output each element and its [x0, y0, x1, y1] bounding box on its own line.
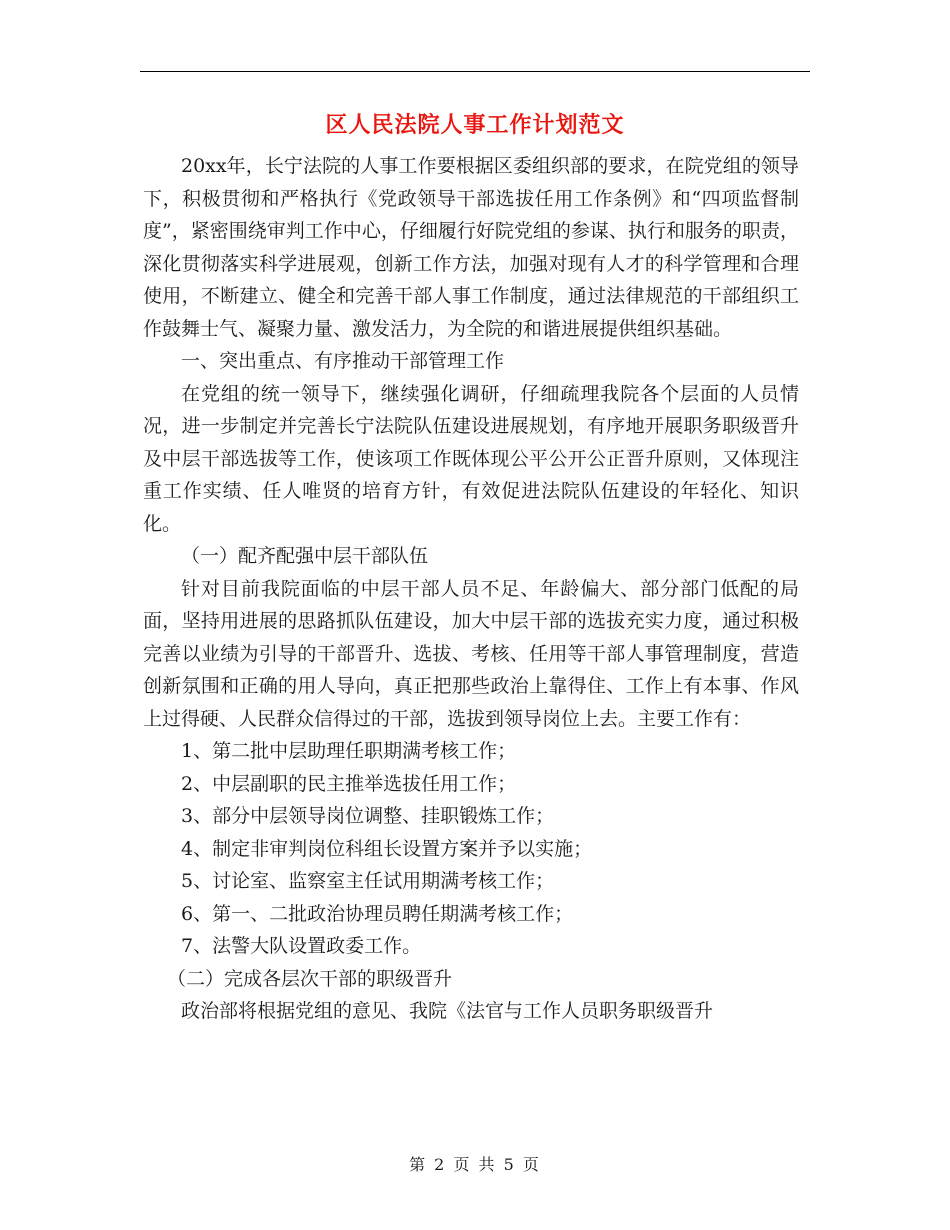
list-item: 4、制定非审判岗位科组长设置方案并予以实施；: [181, 837, 593, 860]
paragraph-section-1: 在党组的统一领导下，继续强化调研，仔细疏理我院各个层面的人员情况，进一步制定并完善长宁法院队伍建设进展规划，有序地开展职务职级晋升及中层干部选拔等工作，使该项工作既体现公平公开公正晋升原则，又体现注重工作实绩、任人唯贤的培育方针，有效促进法院队伍建设的年轻化、知识化。: [143, 382, 799, 535]
section-heading-1: 一、突出重点、有序推动干部管理工作: [181, 350, 505, 372]
paragraph-intro: 20xx年，长宁法院的人事工作要根据区委组织部的要求，在院党组的领导下，积极贯彻和严格执行《党政领导干部选拔任用工作条例》和“四项监督制度”，紧密围绕审判工作中心，仔细履行好院党组的参谋、执行和服务的职责，深化贯彻落实科学进展观，创新工作方法，加强对现有人才的科学管理和合理使用，不断建立、健全和完善干部人事工作制度，通过法律规范的干部组织工作鼓舞士气、凝聚力量、激发活力，为全院的和谐进展提供组织基础。: [143, 155, 799, 340]
header-rule: [140, 71, 810, 72]
document-title: 区人民法院人事工作计划范文: [325, 113, 625, 138]
list-item: 1、第二批中层助理任职期满考核工作；: [181, 740, 517, 762]
paragraph-subsection-2: 政治部将根据党组的意见、我院《法官与工作人员职务职级晋升: [181, 1000, 714, 1022]
subsection-heading-1: （一）配齐配强中层干部队伍: [181, 545, 429, 567]
page-number: 第 2 页 共 5 页: [409, 1155, 541, 1174]
subsection-heading-2: （二）完成各层次干部的职级晋升: [167, 967, 453, 990]
document-body: [143, 150, 799, 1028]
list-item: 6、第一、二批政治协理员聘任期满考核工作；: [181, 902, 574, 925]
list-item: 3、部分中层领导岗位调整、挂职锻炼工作；: [181, 805, 555, 827]
paragraph-subsection-1: 针对目前我院面临的中层干部人员不足、年龄偏大、部分部门低配的局面，坚持用进展的思路抓队伍建设，加大中层干部的选拔充实力度，通过积极完善以业绩为引导的干部晋升、选拔、考核、任用等干部人事管理制度，营造创新氛围和正确的用人导向，真正把那些政治上靠得住、工作上有本事、作风上过得硬、人民群众信得过的干部，选拔到领导岗位上去。主要工作有：: [143, 577, 799, 730]
list-item: 2、中层副职的民主推举选拔任用工作；: [181, 772, 517, 795]
list-item: 7、法警大队设置政委工作。: [181, 935, 422, 957]
list-item: 5、讨论室、监察室主任试用期满考核工作；: [181, 870, 555, 892]
